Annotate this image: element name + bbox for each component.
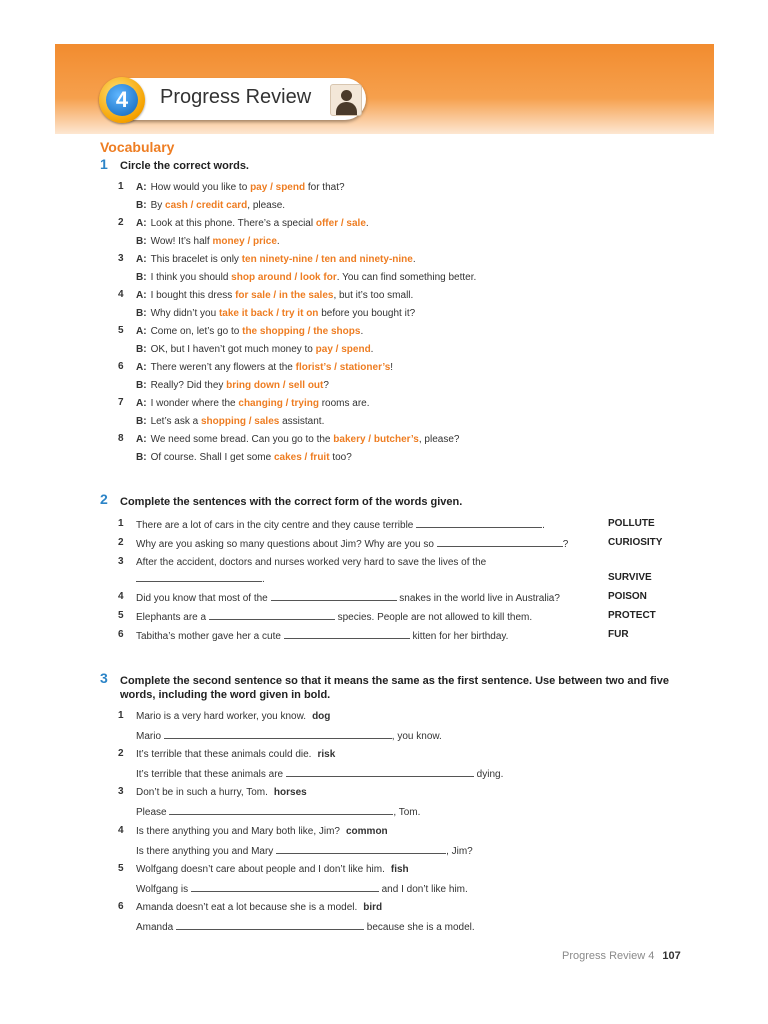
word-choice[interactable]: pay / spend	[315, 344, 371, 355]
sentence-text: too?	[329, 452, 352, 463]
sentence-text: Wow! It’s half	[150, 236, 213, 247]
ex1-item-4-line-a	[136, 289, 413, 302]
sentence-text: , please?	[418, 434, 460, 445]
first-sentence: Don’t be in such a hurry, Tom.	[136, 787, 268, 799]
answer-blank[interactable]	[276, 844, 446, 854]
ex3-item-number: 6	[118, 901, 124, 912]
speaker-label: B:	[136, 200, 147, 211]
first-sentence: Wolfgang doesn’t care about people and I don’t like him.	[136, 863, 385, 875]
sentence-text: .	[360, 326, 364, 337]
ex3-item-4-sentence	[136, 825, 388, 838]
sentence-text: . You can find something better.	[336, 272, 477, 283]
word-choice[interactable]: take it back / try it on	[218, 308, 319, 319]
sentence-text: Let’s ask a	[150, 416, 201, 427]
speaker-label: A:	[136, 182, 147, 193]
ex3-item-5-rewrite	[136, 882, 468, 896]
key-word: dog	[312, 711, 331, 722]
ex2-item-3: After the accident, doctors and nurses worked very hard to save the lives of the	[136, 557, 487, 568]
speaker-label: B:	[136, 452, 147, 463]
page-number: 107	[662, 950, 681, 962]
word-choice[interactable]: ten ninety-nine / ten and ninety-nine	[241, 254, 413, 265]
ex1-item-number: 4	[118, 289, 124, 300]
ex3-item-number: 5	[118, 862, 124, 874]
ex3-item-6-sentence	[136, 901, 382, 914]
person-icon	[330, 84, 362, 116]
ex1-item-3-line-a	[136, 253, 416, 266]
first-sentence: Mario is a very hard worker, you know.	[136, 711, 307, 722]
sentence-start: Wolfgang is	[136, 883, 191, 895]
sentence-end: , Tom.	[393, 807, 421, 819]
sentence-end: dying.	[473, 769, 504, 781]
exercise-1-instruction: Circle the correct words.	[120, 160, 249, 172]
ex1-item-7-line-a	[136, 397, 370, 410]
ex3-item-3-rewrite	[136, 805, 420, 819]
ex3-item-number: 3	[118, 786, 124, 798]
answer-blank[interactable]	[271, 591, 397, 601]
sentence-start: Is there anything you and Mary	[136, 845, 277, 857]
ex1-item-number: 6	[118, 361, 124, 372]
word-choice[interactable]: for sale / in the sales	[235, 290, 334, 301]
ex1-item-6-line-b	[136, 379, 329, 392]
sentence-text: I wonder where the	[150, 398, 239, 409]
ex3-item-1-rewrite	[136, 729, 442, 743]
key-word: fish	[390, 863, 409, 875]
ex2-item-1: There are a lot of cars in the city centre and they cause terrible .	[136, 520, 545, 531]
speaker-label: B:	[136, 236, 147, 247]
speaker-label: A:	[136, 398, 147, 409]
sentence-end: , you know.	[391, 731, 442, 742]
word-choice[interactable]: pay / spend	[250, 182, 306, 193]
ex1-item-number: 2	[118, 217, 124, 228]
ex1-item-number: 7	[118, 397, 124, 408]
sentence-text: .	[412, 254, 416, 265]
exercise-3-instruction: Complete the second sentence so that it means the same as the first sentence. Use between two and five words, including the word given in bold.	[120, 675, 669, 701]
word-choice[interactable]: bakery / butcher’s	[333, 434, 419, 445]
answer-blank[interactable]	[164, 729, 392, 739]
first-sentence: It’s terrible that these animals could die.	[136, 749, 312, 761]
exercise-1-number: 1	[100, 156, 108, 172]
ex2-item-number: 3	[118, 556, 124, 567]
sentence-text: assistant.	[279, 416, 325, 427]
first-sentence: Is there anything you and Mary both like, Jim?	[136, 825, 340, 837]
answer-blank[interactable]	[286, 767, 474, 777]
ex1-item-1-line-a	[136, 181, 345, 194]
sentence-end: because she is a model.	[364, 922, 475, 933]
speaker-label: B:	[136, 272, 147, 283]
ex3-item-2-sentence	[136, 748, 335, 761]
ex2-item-number: 4	[118, 591, 124, 602]
ex2-word-4: POISON	[608, 591, 647, 602]
sentence-text: Of course. Shall I get some	[150, 452, 274, 463]
ex1-item-5-line-a	[136, 325, 363, 338]
sentence-text: ?	[323, 380, 329, 391]
ex2-item-6: Tabitha’s mother gave her a cute kitten for her birthday.	[136, 631, 509, 642]
speaker-label: A:	[136, 290, 147, 301]
speaker-label: A:	[136, 434, 147, 445]
footer-label: Progress Review 4	[562, 950, 655, 962]
speaker-label: B:	[136, 344, 147, 355]
word-choice[interactable]: offer / sale	[315, 218, 366, 229]
ex3-item-number: 2	[118, 748, 124, 760]
ex1-item-5-line-b	[136, 343, 373, 356]
answer-blank[interactable]	[191, 882, 379, 892]
sentence-start: Please	[136, 807, 170, 819]
ex3-item-number: 4	[118, 824, 124, 836]
sentence-text: How would you like to	[150, 182, 251, 193]
ex1-item-number: 3	[118, 253, 124, 264]
ex1-item-1-line-b	[136, 199, 285, 212]
speaker-label: A:	[136, 218, 147, 229]
ex3-item-2-rewrite	[136, 767, 503, 781]
word-choice[interactable]: money / price	[212, 236, 277, 247]
sentence-text: , but it’s too small.	[333, 290, 414, 301]
speaker-label: A:	[136, 362, 147, 373]
sentence-text: .	[276, 236, 280, 247]
sentence-end: and I don’t like him.	[378, 883, 468, 895]
ex2-item-2: Why are you asking so many questions about Jim? Why are you so ?	[136, 539, 569, 550]
sentence-text: Why didn’t you	[150, 308, 219, 319]
word-choice[interactable]: shop around / look for	[231, 272, 337, 283]
ex2-item-5: Elephants are a species. People are not allowed to kill them.	[136, 612, 533, 623]
speaker-label: A:	[136, 326, 147, 337]
sentence-text: , please.	[247, 200, 286, 211]
speaker-label: A:	[136, 254, 147, 265]
ex3-item-6-rewrite	[136, 920, 475, 934]
sentence-end: , Jim?	[446, 845, 473, 857]
sentence-start: Amanda	[136, 922, 177, 933]
ex2-word-6: FUR	[608, 629, 629, 640]
ex1-item-number: 8	[118, 433, 124, 444]
sentence-text: Come on, let’s go to	[150, 326, 243, 337]
sentence-text: This bracelet is only	[150, 254, 242, 265]
answer-blank[interactable]	[136, 572, 262, 582]
key-word: horses	[273, 787, 307, 799]
sentence-text: We need some bread. Can you go to the	[150, 434, 334, 445]
word-choice[interactable]: florist’s / stationer’s	[295, 362, 391, 373]
ex3-item-1-sentence	[136, 710, 330, 723]
ex2-item-4: Did you know that most of the snakes in the world live in Australia?	[136, 593, 560, 604]
speaker-label: B:	[136, 380, 147, 391]
sentence-start: It’s terrible that these animals are	[136, 769, 286, 781]
exercise-3-number: 3	[100, 670, 108, 686]
word-choice[interactable]: cakes / fruit	[273, 452, 330, 463]
sentence-text: I bought this dress	[150, 290, 236, 301]
ex1-item-4-line-b	[136, 307, 415, 320]
key-word: risk	[317, 749, 336, 761]
word-choice[interactable]: changing / trying	[238, 398, 319, 409]
ex1-item-6-line-a	[136, 361, 393, 374]
ex2-word-1: POLLUTE	[608, 518, 655, 529]
ex1-item-7-line-b	[136, 415, 324, 428]
key-word: bird	[363, 902, 383, 913]
ex2-item-3-line2: .	[136, 572, 265, 586]
ex3-item-3-sentence	[136, 786, 307, 799]
page-footer	[562, 950, 681, 962]
ex2-item-number: 5	[118, 610, 124, 621]
sentence-text: for that?	[305, 182, 345, 193]
ex2-item-number: 6	[118, 629, 124, 640]
sentence-text: .	[365, 218, 369, 229]
sentence-text: !	[390, 362, 394, 373]
ex2-word-5: PROTECT	[608, 610, 656, 621]
ex3-item-number: 1	[118, 710, 124, 721]
ex2-item-number: 2	[118, 537, 124, 548]
answer-blank[interactable]	[176, 920, 364, 930]
speaker-label: B:	[136, 308, 147, 319]
word-choice[interactable]: cash / credit card	[165, 200, 248, 211]
word-choice[interactable]: shopping / sales	[200, 416, 280, 427]
ex1-item-3-line-b	[136, 271, 476, 284]
ex3-item-5-sentence	[136, 863, 409, 876]
ex1-item-number: 5	[118, 325, 124, 336]
ex1-item-number: 1	[118, 181, 124, 192]
answer-blank[interactable]	[437, 537, 563, 547]
answer-blank[interactable]	[169, 805, 393, 815]
word-choice[interactable]: the shopping / the shops	[242, 326, 361, 337]
first-sentence: Amanda doesn’t eat a lot because she is a model.	[136, 902, 358, 913]
sentence-text: I think you should	[150, 272, 232, 283]
sentence-text: before you bought it?	[318, 308, 416, 319]
sentence-text: Really? Did they	[150, 380, 227, 391]
unit-number: 4	[106, 84, 138, 116]
vocabulary-heading: Vocabulary	[100, 139, 175, 155]
exercise-2-number: 2	[100, 491, 108, 507]
answer-blank[interactable]	[209, 610, 335, 620]
word-choice[interactable]: bring down / sell out	[226, 380, 324, 391]
ex2-word-3: SURVIVE	[608, 572, 652, 583]
page-title: Progress Review	[160, 86, 312, 108]
ex2-word-2: CURIOSITY	[608, 537, 663, 548]
sentence-text: By	[150, 200, 166, 211]
sentence-text: There weren’t any flowers at the	[150, 362, 296, 373]
sentence-start: Mario	[136, 731, 164, 742]
answer-blank[interactable]	[284, 629, 410, 639]
sentence-text: rooms are.	[318, 398, 370, 409]
exercise-2-instruction: Complete the sentences with the correct form of the words given.	[120, 496, 463, 508]
sentence-text: .	[370, 344, 374, 355]
speaker-label: B:	[136, 416, 147, 427]
ex1-item-8-line-a	[136, 433, 459, 446]
sentence-text: Look at this phone. There’s a special	[150, 218, 316, 229]
key-word: common	[346, 825, 388, 837]
ex2-item-number: 1	[118, 518, 124, 529]
sentence-text: OK, but I haven’t got much money to	[150, 344, 316, 355]
ex1-item-8-line-b	[136, 451, 352, 464]
answer-blank[interactable]	[416, 518, 542, 528]
ex1-item-2-line-b	[136, 235, 280, 248]
ex1-item-2-line-a	[136, 217, 369, 230]
ex3-item-4-rewrite	[136, 844, 473, 858]
